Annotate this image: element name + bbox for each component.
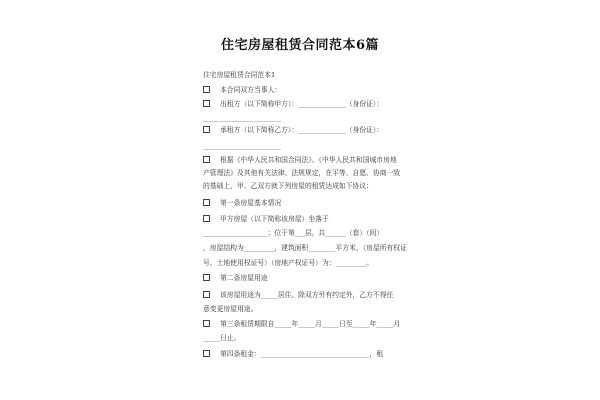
clause-line: 第三条租赁期限自_____年_____月_____日至_____年_____月 bbox=[203, 320, 400, 329]
clause-line: 第二条房屋用途 bbox=[203, 274, 268, 283]
document-title: 住宅房屋租赁合同范本6篇 bbox=[220, 38, 380, 53]
clause-line: ，房屋结构为_________，建筑面积________平方米，（房屋所有权证 bbox=[203, 244, 407, 252]
checkbox[interactable] bbox=[203, 215, 210, 222]
clause-line: 第四条租金：________________________________，租 bbox=[203, 350, 383, 359]
clause-line: 甲方房屋（以下简称该房屋）坐落于 bbox=[203, 215, 329, 224]
checkbox[interactable] bbox=[203, 156, 210, 163]
clause-line: 号、土地使用权证号）（房地产权证号）为：_________。 bbox=[203, 259, 373, 267]
clause-line: 第一条房屋基本情况 bbox=[203, 199, 281, 208]
checkbox[interactable] bbox=[203, 291, 210, 298]
clause-line: _______________________ bbox=[203, 114, 282, 122]
clause-line: 根据《中华人民共和国合同法》、《中华人民共和国城市房地 bbox=[203, 156, 397, 165]
checkbox[interactable] bbox=[203, 199, 210, 206]
clause-line: 意变更房屋用途。 bbox=[203, 305, 258, 313]
clause-line: 承租方（以下简称乙方）：______________（身份证）： bbox=[203, 126, 383, 135]
clause-line: 的基础上，甲、乙双方就下列房屋的租赁达成如下协议： bbox=[203, 182, 373, 190]
checkbox[interactable] bbox=[203, 126, 210, 133]
checkbox[interactable] bbox=[203, 100, 210, 107]
clause-line: 产管理法》及其他有关法律、法规规定，在平等、自愿、协商一致 bbox=[203, 169, 401, 177]
clause-line: 出租方（以下简称甲方）：______________（身份证）： bbox=[203, 100, 383, 109]
clause-line: ___________________；位于第___层，共______（套）（间） bbox=[203, 229, 384, 237]
checkbox[interactable] bbox=[203, 274, 210, 281]
clause-line: _____日止。 bbox=[203, 334, 241, 342]
checkbox[interactable] bbox=[203, 320, 210, 327]
clause-line: 该房屋用途为_____居住。除双方另有约定外，乙方不得任 bbox=[203, 291, 393, 300]
clause-line: _______________________ bbox=[203, 142, 282, 150]
subtitle: 住宅房屋租赁合同范本1 bbox=[203, 71, 276, 79]
clause-line: 本合同双方当事人： bbox=[203, 86, 281, 95]
checkbox[interactable] bbox=[203, 350, 210, 357]
checkbox[interactable] bbox=[203, 86, 210, 93]
